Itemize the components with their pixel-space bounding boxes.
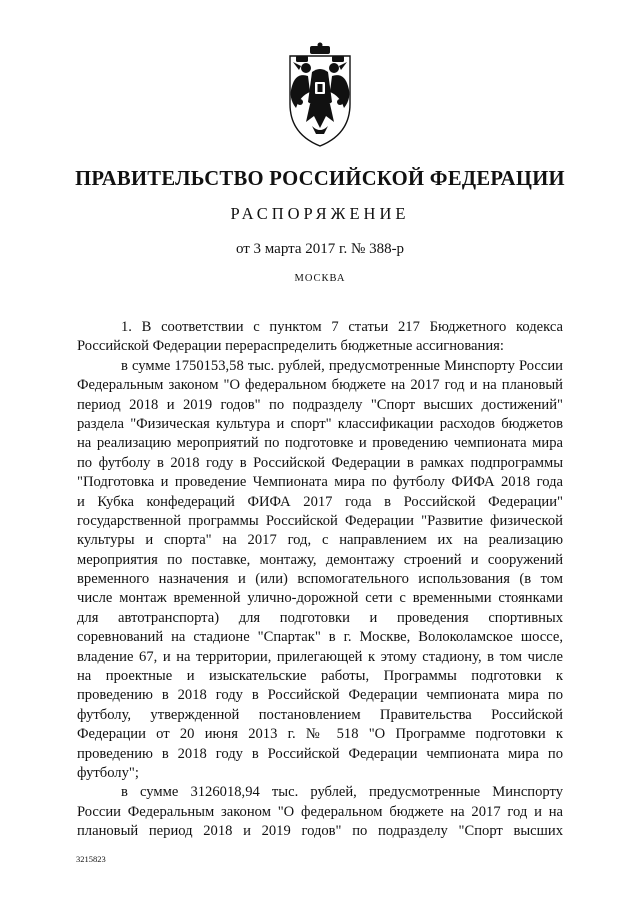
body-line: для автотранспорта) для подготовки и проведения спортивных bbox=[77, 609, 563, 626]
document-body bbox=[77, 318, 563, 842]
body-line: в сумме 3126018,94 тыс. рублей, предусмотренные Минспорту bbox=[121, 784, 563, 801]
body-line: владение 67, и на территории, прилегающей к этому стадиону, в том числе bbox=[77, 648, 563, 665]
body-line: государственной программы Российской Федерации "Развитие физической bbox=[77, 512, 563, 529]
body-line: культуры и спорта" на 2017 год, с направлением их на реализацию bbox=[77, 532, 563, 549]
body-line: на реализацию мероприятий по подготовке и проведению чемпионата мира bbox=[77, 435, 563, 452]
body-line: в сумме 1750153,58 тыс. рублей, предусмотренные Минспорту России bbox=[121, 357, 563, 374]
body-line: соревнований на стадионе "Спартак" в г. Москве, Волоколамское шоссе, bbox=[77, 629, 563, 646]
body-line: период 2018 и 2019 годов" по подразделу "Спорт высших достижений" bbox=[77, 396, 563, 413]
body-line: числе монтаж временной улично-дорожной сети с временными стоянками bbox=[77, 590, 563, 607]
body-line: мероприятия по поставке, монтажу, демонтажу строений и сооружений bbox=[77, 551, 563, 568]
body-line: 1. В соответствии с пунктом 7 статьи 217 Бюджетного кодекса bbox=[121, 319, 563, 335]
document-date-number: от 3 марта 2017 г. № 388-р bbox=[235, 241, 405, 257]
body-line: временного назначения и (или) вспомогательного использования (в том bbox=[77, 571, 563, 588]
body-line: на проектные и изыскательские работы, Программы подготовки к bbox=[77, 668, 563, 685]
body-line: плановый период 2018 и 2019 годов" по подразделу "Спорт высших bbox=[77, 823, 563, 840]
body-line: футболу, утвержденной постановлением Правительства Российской bbox=[77, 706, 563, 723]
body-line: по футболу в 2018 году в Российской Федерации в рамках подпрограммы bbox=[77, 454, 563, 471]
body-line: "Подготовка и проведение Чемпионата мира по футболу ФИФА 2018 года bbox=[77, 474, 563, 491]
body-line: проведению в 2018 году в Российской Федерации чемпионата мира по bbox=[77, 687, 563, 704]
body-line: и Кубка конфедераций ФИФА 2017 года в Российской Федерации" bbox=[77, 493, 563, 510]
document-code: 3215823 bbox=[76, 854, 106, 864]
document-type: РАСПОРЯЖЕНИЕ bbox=[230, 204, 410, 223]
document-city: МОСКВА bbox=[294, 273, 346, 284]
body-line: футболу"; bbox=[77, 764, 139, 781]
body-line: Федеральным законом "О федеральном бюджете на 2017 год и на плановый bbox=[77, 377, 563, 394]
body-line: Российской Федерации перераспределить бюджетные ассигнования: bbox=[77, 338, 504, 355]
body-line: проведению в 2018 году в Российской Федерации чемпионата мира по bbox=[77, 745, 563, 762]
coat-of-arms-icon bbox=[266, 42, 374, 150]
body-line: России Федеральным законом "О федеральном бюджете на 2017 год и на bbox=[77, 803, 563, 820]
body-line: Федерации от 20 июня 2013 г. № 518 "О Программе подготовки к bbox=[77, 726, 563, 743]
government-title: ПРАВИТЕЛЬСТВО РОССИЙСКОЙ ФЕДЕРАЦИИ bbox=[75, 166, 565, 190]
body-line: раздела "Физическая культура и спорт" классификации расходов бюджетов bbox=[77, 415, 563, 432]
